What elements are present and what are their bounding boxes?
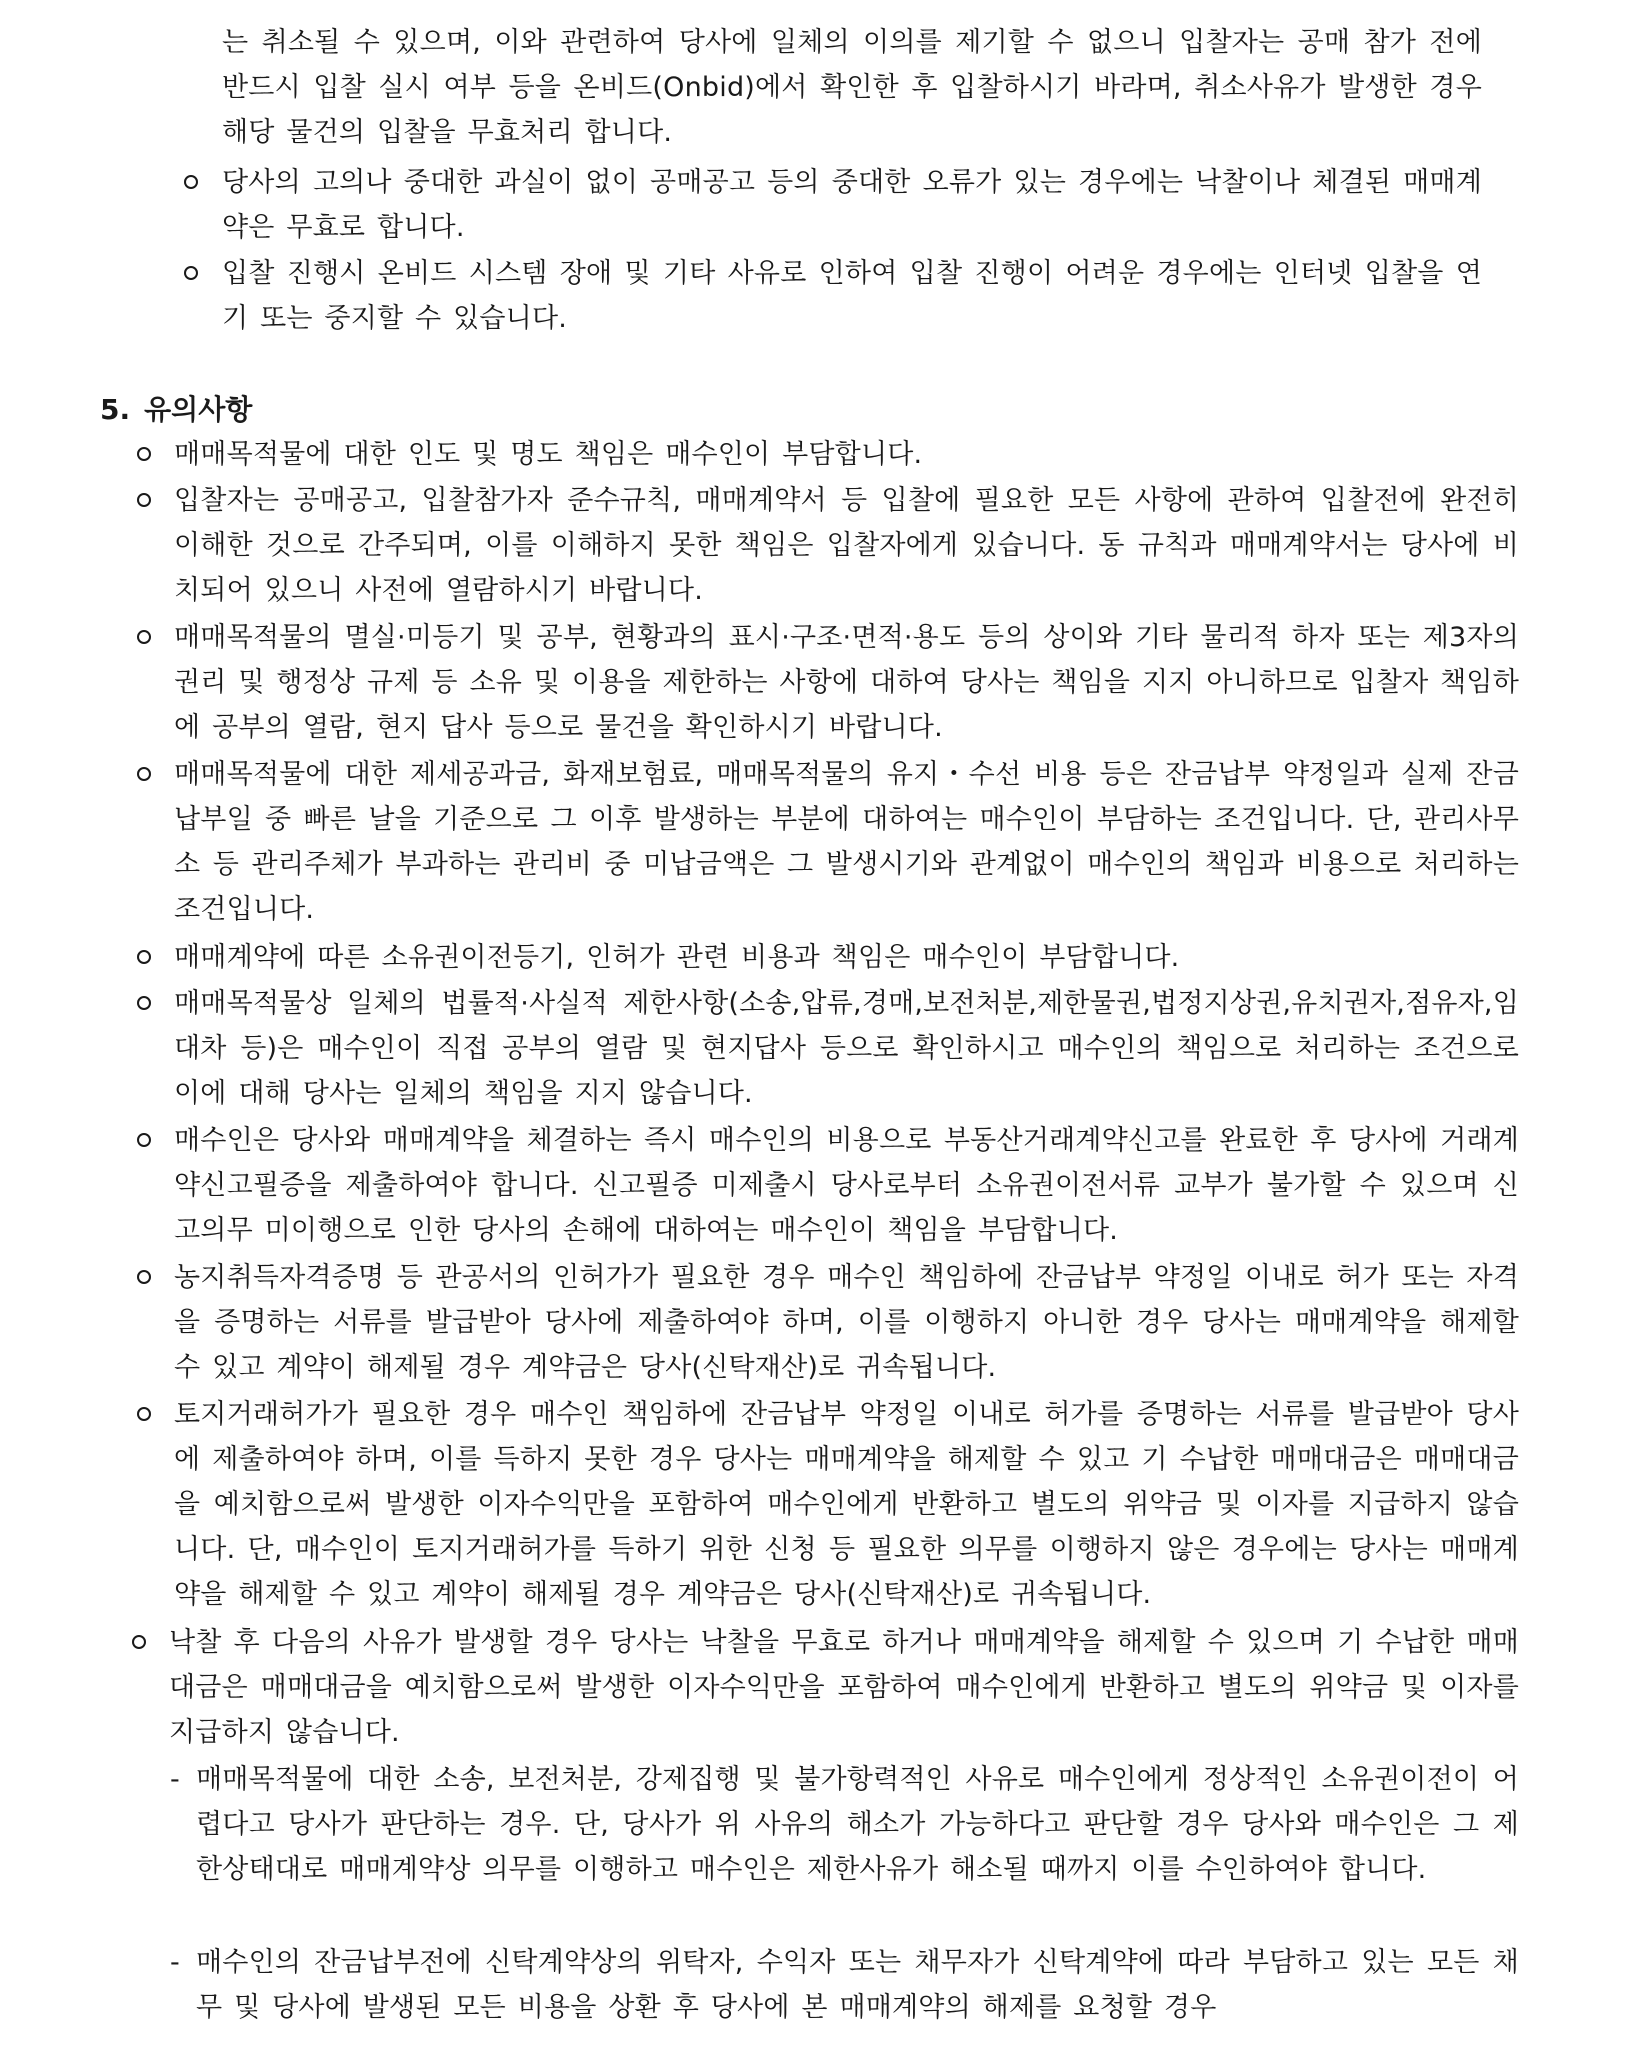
bullet-circle-icon <box>137 950 151 964</box>
notice-item: 농지취득자격증명 등 관공서의 인허가가 필요한 경우 매수인 책임하에 잔금납부 약정일 이내로 허가 또는 자격을 증명하는 서류를 발급받아 당사에 제출하여야 하며, 이를 이행하지 아니한 경우 당사는 매매계약을 해제할 수 있고 계약이 해제될 경우 계약금은 당사(신탁재산)로 귀속됩니다. <box>174 1262 1519 1383</box>
continuation-paragraph: 는 취소될 수 있으며, 이와 관련하여 당사에 일체의 이의를 제기할 수 없으니 입찰자는 공매 참가 전에 반드시 입찰 실시 여부 등을 온비드(Onbid)에서 확인한 후 입찰하시기 바라며, 취소사유가 발생한 경우 해당 물건의 입찰을 무효처리 합니다. <box>222 27 1482 148</box>
notice-item: 매매목적물상 일체의 법률적·사실적 제한사항(소송,압류,경매,보전처분,제한물권,법정지상권,유치권자,점유자,임대차 등)은 매수인이 직접 공부의 열람 및 현지답사 등으로 확인하시고 매수인의 책임으로 처리하는 조건으로 이에 대해 당사는 일체의 책임을 지지 않습니다. <box>174 988 1519 1109</box>
bullet-circle-icon <box>132 1635 146 1649</box>
bullet-circle-icon <box>184 266 198 280</box>
bullet-circle-icon <box>137 996 151 1010</box>
bullet-circle-icon <box>137 1133 151 1147</box>
section-heading <box>100 387 252 432</box>
notice-item: 낙찰 후 다음의 사유가 발생할 경우 당사는 낙찰을 무효로 하거나 매매계약을 해제할 수 있으며 기 수납한 매매대금은 매매대금을 예치함으로써 발생한 이자수익만을 포함하여 매수인에게 반환하고 별도의 위약금 및 이자를 지급하지 않습니다. <box>169 1627 1519 1748</box>
bullet-circle-icon <box>137 1407 151 1421</box>
sub-item: 매매목적물에 대한 소송, 보전처분, 강제집행 및 불가항력적인 사유로 매수인에게 정상적인 소유권이전이 어렵다고 당사가 판단하는 경우. 단, 당사가 위 사유의 해소가 가능하다고 판단할 경우 당사와 매수인은 그 제한상태대로 매매계약상 의무를 이행하고 매수인은 제한사유가 해소될 때까지 이를 수인하여야 합니다. <box>196 1764 1519 1885</box>
section-title: 유의사항 <box>144 393 253 426</box>
notice-item: 매매목적물에 대한 인도 및 명도 책임은 매수인이 부담합니다. <box>174 439 923 470</box>
bullet-circle-icon <box>137 767 151 781</box>
bullet-circle-icon <box>137 493 151 507</box>
top-bullet-item: 당사의 고의나 중대한 과실이 없이 공매공고 등의 중대한 오류가 있는 경우에는 낙찰이나 체결된 매매계약은 무효로 합니다. <box>222 167 1482 243</box>
bullet-circle-icon <box>184 175 198 189</box>
notice-item: 매매목적물에 대한 제세공과금, 화재보험료, 매매목적물의 유지・수선 비용 등은 잔금납부 약정일과 실제 잔금납부일 중 빠른 날을 기준으로 그 이후 발생하는 부분에 대하여는 매수인이 부담하는 조건입니다. 단, 관리사무소 등 관리주체가 부과하는 관리비 중 미납금액은 그 발생시기와 관계없이 매수인의 책임과 비용으로 처리하는 조건입니다. <box>174 759 1519 925</box>
top-bullet-item: 입찰 진행시 온비드 시스템 장애 및 기타 사유로 인하여 입찰 진행이 어려운 경우에는 인터넷 입찰을 연기 또는 중지할 수 있습니다. <box>222 258 1482 334</box>
notice-item: 매수인은 당사와 매매계약을 체결하는 즉시 매수인의 비용으로 부동산거래계약신고를 완료한 후 당사에 거래계약신고필증을 제출하여야 합니다. 신고필증 미제출시 당사로부터 소유권이전서류 교부가 불가할 수 있으며 신고의무 미이행으로 인한 당사의 손해에 대하여는 매수인이 책임을 부담합니다. <box>174 1125 1520 1246</box>
sub-item-dash: - <box>170 1947 180 1978</box>
sub-item: 매수인의 잔금납부전에 신탁계약상의 위탁자, 수익자 또는 채무자가 신탁계약에 따라 부담하고 있는 모든 채무 및 당사에 발생된 모든 비용을 상환 후 당사에 본 매매계약의 해제를 요청할 경우 <box>196 1947 1519 2023</box>
notice-item: 매매계약에 따른 소유권이전등기, 인허가 관련 비용과 책임은 매수인이 부담합니다. <box>174 942 1180 973</box>
notice-item: 입찰자는 공매공고, 입찰참가자 준수규칙, 매매계약서 등 입찰에 필요한 모든 사항에 관하여 입찰전에 완전히 이해한 것으로 간주되며, 이를 이해하지 못한 책임은 입찰자에게 있습니다. 동 규칙과 매매계약서는 당사에 비치되어 있으니 사전에 열람하시기 바랍니다. <box>174 485 1519 606</box>
notice-item: 매매목적물의 멸실·미등기 및 공부, 현황과의 표시·구조·면적·용도 등의 상이와 기타 물리적 하자 또는 제3자의 권리 및 행정상 규제 등 소유 및 이용을 제한하는 사항에 대하여 당사는 책임을 지지 아니하므로 입찰자 책임하에 공부의 열람, 현지 답사 등으로 물건을 확인하시기 바랍니다. <box>174 622 1519 743</box>
section-number: 5. <box>100 393 131 426</box>
bullet-circle-icon <box>137 447 151 461</box>
bullet-circle-icon <box>137 630 151 644</box>
sub-item-dash: - <box>170 1764 180 1795</box>
bullet-circle-icon <box>137 1270 151 1284</box>
notice-item: 토지거래허가가 필요한 경우 매수인 책임하에 잔금납부 약정일 이내로 허가를 증명하는 서류를 발급받아 당사에 제출하여야 하며, 이를 득하지 못한 경우 당사는 매매계약을 해제할 수 있고 기 수납한 매매대금은 매매대금을 예치함으로써 발생한 이자수익만을 포함하여 매수인에게 반환하고 별도의 위약금 및 이자를 지급하지 않습니다. 단, 매수인이 토지거래허가를 득하기 위한 신청 등 필요한 의무를 이행하지 않은 경우에는 당사는 매매계약을 해제할 수 있고 계약이 해제될 경우 계약금은 당사(신탁재산)로 귀속됩니다. <box>174 1399 1519 1610</box>
